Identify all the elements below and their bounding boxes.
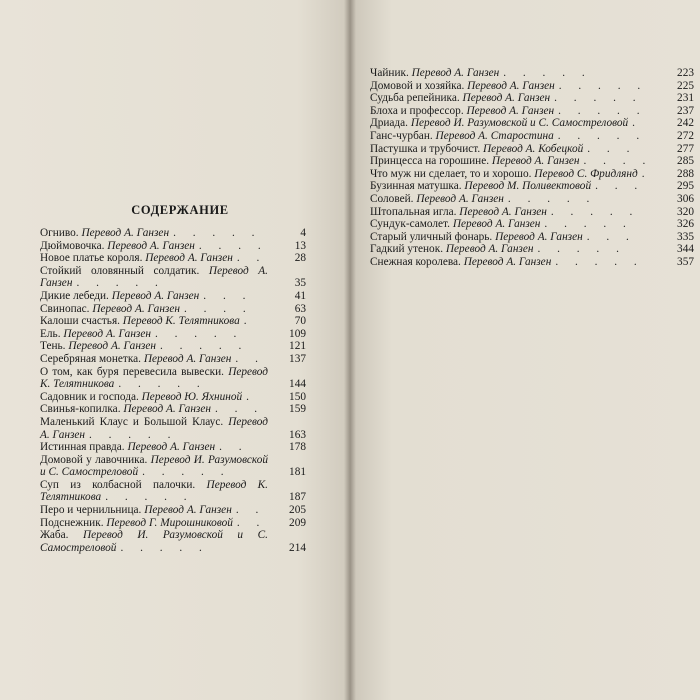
page-number: 209 (289, 516, 306, 529)
translator-credit: Перевод А. Ганзен (107, 239, 195, 252)
leader-dots: . . (235, 504, 266, 517)
toc-entry-text (40, 416, 268, 441)
toc-entry (370, 193, 694, 206)
story-title: Перо и чернильница. (40, 504, 142, 517)
story-title: Дриада. (370, 117, 409, 130)
translator-credit: Перевод А. Ганзен (92, 302, 180, 315)
leader-dots: . . . . . (120, 541, 209, 554)
translator-credit: Перевод А. Старостина (435, 129, 554, 142)
leader-dots: . . . . (198, 239, 268, 252)
leader-dots: . . . . . (173, 227, 262, 239)
toc-entry-text (40, 479, 268, 504)
toc-entry-text (370, 206, 654, 219)
translator-credit: Перевод А. Ганзен (491, 155, 580, 168)
story-title: Подснежник. (40, 516, 104, 529)
story-title: Стойкий оловянный солдатик. (40, 264, 200, 277)
book-gutter (344, 0, 356, 700)
translator-credit: Перевод А. Ганзен (452, 218, 541, 231)
story-title: Суп из колбасной палочки. (40, 478, 196, 491)
page-number: 4 (300, 227, 306, 239)
page-number: 237 (677, 104, 694, 117)
story-title: Ель. (40, 327, 61, 340)
leader-dots: . . . . . (558, 104, 647, 117)
toc-entry (40, 454, 306, 479)
page-number: 306 (677, 192, 694, 205)
toc-entry-text (370, 92, 654, 105)
toc-entry-text (40, 391, 268, 404)
page-number: 28 (294, 252, 306, 265)
page-number: 144 (289, 378, 306, 391)
toc-right-column (370, 67, 694, 269)
toc-entry-text (370, 143, 654, 156)
toc-entry (40, 403, 306, 416)
toc-entry (370, 80, 694, 93)
leader-dots: . . . . . (544, 218, 633, 231)
toc-entry (40, 315, 306, 328)
leader-dots: . . . . . (555, 255, 644, 268)
toc-entry (40, 416, 306, 441)
translator-credit: Перевод А. Ганзен (63, 327, 151, 340)
story-title: Маленький Клаус и Большой Клаус. (40, 415, 224, 428)
translator-credit: Перевод А. Ганзен (411, 67, 500, 79)
story-title: Судьба репейника. (370, 92, 460, 105)
page-number: 326 (677, 218, 694, 231)
leader-dots: . (243, 315, 254, 328)
translator-credit: Перевод А. Ганзен (467, 79, 555, 92)
translator-credit: Перевод А. Ганзен (81, 227, 170, 239)
toc-entry (40, 504, 306, 517)
toc-entry (40, 479, 306, 504)
toc-entry (40, 240, 306, 253)
leader-dots: . . . . . (537, 243, 626, 256)
story-title: Старый уличный фонарь. (370, 230, 493, 243)
page-number: 242 (677, 117, 694, 130)
translator-credit: Перевод С. Фридлянд (534, 167, 638, 180)
toc-entry-text (40, 454, 268, 479)
toc-entry (370, 206, 694, 219)
translator-credit: Перевод И. Разумовской и С. Самостреловой (40, 529, 268, 554)
leader-dots: . . . . . (557, 129, 647, 142)
toc-entry (40, 353, 306, 366)
translator-credit: Перевод А. Ганзен (459, 205, 547, 218)
toc-entry (40, 328, 306, 341)
toc-entry-text (40, 340, 268, 353)
page-number: 163 (289, 428, 306, 441)
translator-credit: Перевод А. Ганзен (68, 340, 156, 353)
page-number: 225 (677, 79, 694, 92)
story-title: Соловей. (370, 192, 414, 205)
toc-entry-text (40, 353, 268, 366)
toc-entry-text (40, 303, 268, 316)
toc-entry-text (40, 504, 268, 517)
story-title: Чайник. (370, 67, 409, 79)
leader-dots: . . . . . (154, 327, 244, 340)
toc-entry-text (40, 265, 268, 290)
page-number: 150 (289, 390, 306, 403)
toc-entry (370, 105, 694, 118)
translator-credit: Перевод К. Телятникова (122, 315, 240, 328)
toc-entry-text (370, 80, 654, 93)
toc-entry-text (40, 441, 268, 454)
toc-entry (370, 168, 694, 181)
toc-entry-text (40, 240, 268, 253)
translator-credit: Перевод А. Ганзен (123, 403, 211, 416)
story-title: Истинная правда. (40, 441, 125, 454)
toc-entry-text (370, 117, 654, 130)
toc-entry-text (40, 529, 268, 554)
toc-entry-text (370, 67, 654, 80)
story-title: Снежная королева. (370, 255, 461, 268)
page-number: 344 (677, 243, 694, 256)
toc-entry (40, 529, 306, 554)
toc-entry-text (370, 130, 654, 143)
leader-dots: . (632, 117, 642, 130)
toc-entry (370, 117, 694, 130)
toc-entry (40, 252, 306, 265)
leader-dots: . . . . . (118, 378, 207, 391)
page-number: 272 (677, 129, 694, 142)
leader-dots: . . . . (583, 155, 653, 168)
translator-credit: Перевод И. Разумовской и С. Самостреловой (410, 117, 629, 130)
page-number: 277 (677, 142, 694, 155)
toc-entry (370, 143, 694, 156)
toc-entry (40, 517, 306, 530)
story-title: Блоха и профессор. (370, 104, 464, 117)
leader-dots: . . . . . (159, 340, 249, 353)
story-title: Пастушка и трубочист. (370, 142, 481, 155)
page-number: 295 (677, 180, 694, 193)
toc-entry-text (40, 366, 268, 391)
translator-credit: Перевод А. Кобецкой (483, 142, 584, 155)
page-number: 178 (289, 441, 306, 454)
story-title: Новое платье короля. (40, 252, 143, 265)
leader-dots: . . . . . (142, 466, 231, 479)
leader-dots: . . . (586, 230, 636, 243)
toc-entry (370, 155, 694, 168)
leader-dots: . (641, 167, 652, 180)
page-number: 285 (677, 155, 694, 168)
page-number: 121 (289, 340, 306, 353)
page-number: 41 (294, 289, 306, 302)
page-number: 187 (289, 491, 306, 504)
toc-entry (40, 303, 306, 316)
toc-entry (40, 265, 306, 290)
toc-entry-text (40, 315, 268, 328)
page-number: 223 (677, 67, 694, 79)
leader-dots: . . . . . (550, 205, 640, 218)
page-number: 357 (677, 255, 694, 268)
toc-entry (40, 227, 306, 240)
story-title: Серебряная монетка. (40, 352, 141, 365)
leader-dots: . . . (587, 142, 637, 155)
toc-entry-text (370, 155, 654, 168)
page-number: 214 (289, 541, 306, 554)
story-title: Ганс-чурбан. (370, 129, 433, 142)
page-number: 181 (289, 466, 306, 479)
page-number: 70 (294, 315, 306, 328)
toc-entry (370, 130, 694, 143)
translator-credit: Перевод А. Ганзен (127, 441, 216, 454)
toc-left-column (40, 227, 306, 554)
page-number: 109 (289, 327, 306, 340)
story-title: Принцесса на горошине. (370, 155, 490, 168)
story-title: Штопальная игла. (370, 205, 457, 218)
toc-entry (40, 340, 306, 353)
leader-dots: . . (219, 441, 249, 454)
page-number: 13 (294, 239, 306, 252)
story-title: Домовой у лавочника. (40, 453, 148, 466)
toc-entry-text (40, 290, 268, 303)
toc-entry-text (40, 252, 268, 265)
toc-entry-text (370, 218, 654, 231)
toc-entry-text (40, 328, 268, 341)
leader-dots: . . . . . (507, 192, 597, 205)
page-number: 335 (677, 230, 694, 243)
toc-entry (370, 218, 694, 231)
toc-entry (370, 92, 694, 105)
leader-dots: . . . . (183, 302, 253, 315)
toc-entry (40, 366, 306, 391)
story-title: Садовник и господа. (40, 390, 139, 403)
page-number: 288 (677, 167, 694, 180)
leader-dots: . . . (203, 289, 253, 302)
toc-entry-text (370, 243, 654, 256)
translator-credit: Перевод А. Ганзен (495, 230, 583, 243)
toc-entry-text (40, 227, 268, 240)
page-number: 63 (294, 302, 306, 315)
toc-entry-text (370, 105, 654, 118)
page-number: 159 (289, 403, 306, 416)
leader-dots: . . (236, 516, 267, 529)
translator-credit: Перевод А. Ганзен (466, 104, 555, 117)
leader-dots: . . . (595, 180, 645, 193)
story-title: Гадкий утенок. (370, 243, 444, 256)
toc-entry (370, 256, 694, 269)
toc-entry-text (370, 231, 654, 244)
page-number: 35 (294, 277, 306, 290)
story-title: Домовой и хозяйка. (370, 79, 465, 92)
story-title: Свинья-копилка. (40, 403, 121, 416)
leader-dots: . . (236, 252, 267, 265)
leader-dots: . . . (214, 403, 265, 416)
story-title: Дикие лебеди. (40, 289, 109, 302)
toc-entry (370, 243, 694, 256)
toc-entry (370, 231, 694, 244)
toc-entry-text (370, 193, 654, 206)
translator-credit: Перевод А. Ганзен (111, 289, 200, 302)
leader-dots: . . . . . (558, 79, 648, 92)
translator-credit: Перевод М. Поливектовой (464, 180, 592, 193)
translator-credit: Перевод И. Разумовской и С. Самостреловой (40, 453, 268, 479)
contents-heading: СОДЕРЖАНИЕ (131, 203, 229, 217)
story-title: Калоши счастья. (40, 315, 120, 328)
translator-credit: Перевод Ю. Яхниной (141, 390, 243, 403)
toc-entry-text (370, 256, 654, 269)
toc-entry (40, 441, 306, 454)
translator-credit: Перевод А. Ганзен (40, 264, 269, 290)
story-title: Огниво. (40, 227, 79, 239)
story-title: Тень. (40, 340, 66, 353)
story-title: Сундук-самолет. (370, 218, 450, 231)
toc-entry-text (40, 403, 268, 416)
story-title: О том, как буря перевесила вывески. (40, 365, 224, 378)
toc-entry (40, 290, 306, 303)
toc-entry (40, 391, 306, 404)
story-title: Жаба. (40, 529, 69, 542)
leader-dots: . . . . . (105, 491, 194, 504)
translator-credit: Перевод А. Ганзен (144, 504, 232, 517)
leader-dots: . . . . . (554, 92, 643, 105)
story-title: Что муж ни сделает, то и хорошо. (370, 167, 532, 180)
translator-credit: Перевод А. Ганзен (462, 92, 551, 105)
translator-credit: Перевод А. Ганзен (463, 255, 552, 268)
toc-entry (370, 180, 694, 193)
story-title: Бузинная матушка. (370, 180, 462, 193)
leader-dots: . . . . . (503, 67, 592, 79)
page-number: 205 (289, 504, 306, 517)
toc-entry-text (370, 168, 654, 181)
page-number: 320 (677, 205, 694, 218)
page-number: 137 (289, 352, 306, 365)
leader-dots: . (246, 390, 256, 403)
leader-dots: . . (235, 352, 265, 365)
leader-dots: . . . . . (88, 428, 178, 441)
story-title: Свинопас. (40, 302, 90, 315)
toc-entry (370, 67, 694, 80)
translator-credit: Перевод А. Ганзен (445, 243, 534, 256)
toc-entry-text (370, 180, 654, 193)
right-page (350, 0, 700, 700)
translator-credit: Перевод Г. Мирошниковой (106, 516, 233, 529)
leader-dots: . . . . . (76, 277, 165, 290)
translator-credit: Перевод А. Ганзен (416, 192, 504, 205)
toc-entry-text (40, 517, 268, 530)
translator-credit: Перевод К. Телятникова (40, 478, 268, 504)
page-number: 231 (677, 92, 694, 105)
translator-credit: Перевод К. Телятникова (40, 365, 268, 391)
translator-credit: Перевод А. Ганзен (145, 252, 233, 265)
story-title: Дюймовочка. (40, 239, 105, 252)
translator-credit: Перевод А. Ганзен (143, 352, 232, 365)
translator-credit: Перевод А. Ганзен (40, 415, 268, 441)
